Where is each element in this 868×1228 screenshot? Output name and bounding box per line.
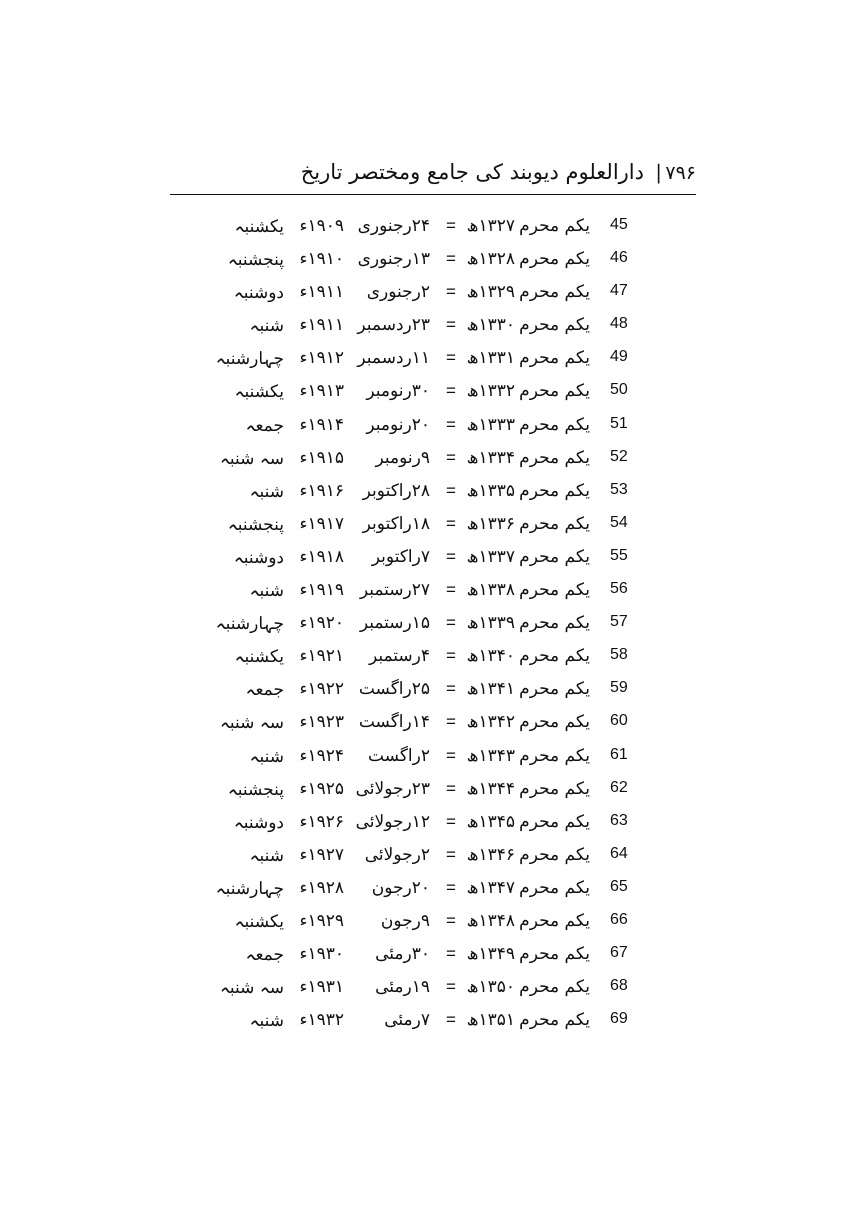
gregorian-year-cell: ۱۹۲۷ء bbox=[299, 844, 344, 865]
gregorian-date-cell: ۲رجنوری bbox=[366, 282, 430, 303]
row-number: 49 bbox=[610, 348, 628, 366]
row-number: 61 bbox=[610, 745, 628, 763]
weekday-cell: دوشنبہ bbox=[233, 547, 284, 568]
month-cell: یکم محرم bbox=[519, 745, 590, 766]
book-title: دارالعلوم دیوبند کی جامع ومختصر تاریخ bbox=[300, 160, 644, 184]
equals-sign: = bbox=[446, 216, 456, 235]
row-number: 68 bbox=[610, 977, 628, 995]
month-cell: یکم محرم bbox=[519, 910, 590, 931]
header-separator: | bbox=[655, 160, 662, 184]
row-number: 63 bbox=[610, 811, 628, 829]
hijri-year-cell: ۱۳۴۳ھ bbox=[466, 745, 515, 766]
row-number: 65 bbox=[610, 877, 628, 895]
row-number: 48 bbox=[610, 315, 628, 333]
equals-sign: = bbox=[446, 447, 456, 467]
hijri-year-cell: ۱۳۳۱ھ bbox=[466, 348, 515, 369]
weekday-cell: پنجشنبہ bbox=[227, 779, 284, 800]
gregorian-date-cell: ۹رنومبر bbox=[375, 447, 430, 468]
weekday-cell: شنبہ bbox=[249, 316, 284, 337]
month-cell: یکم محرم bbox=[519, 679, 590, 700]
equals-sign: = bbox=[446, 381, 456, 401]
equals-sign: = bbox=[446, 844, 456, 864]
row-number: 54 bbox=[610, 513, 628, 531]
gregorian-year-cell: ۱۹۳۰ء bbox=[299, 944, 344, 965]
gregorian-date-cell: ۱۱ردسمبر bbox=[357, 348, 430, 369]
month-cell: یکم محرم bbox=[519, 844, 590, 865]
gregorian-date-cell: ۲۳ردسمبر bbox=[357, 315, 430, 336]
equals-sign: = bbox=[446, 977, 456, 997]
hijri-year-cell: ۱۳۴۱ھ bbox=[466, 679, 515, 700]
gregorian-year-cell: ۱۹۱۶ء bbox=[299, 480, 344, 501]
month-cell: یکم محرم bbox=[519, 977, 590, 998]
hijri-year-cell: ۱۳۳۷ھ bbox=[466, 546, 515, 567]
gregorian-year-cell: ۱۹۲۵ء bbox=[299, 778, 344, 799]
page-header bbox=[170, 158, 696, 194]
gregorian-date-cell: ۳۰رنومبر bbox=[366, 381, 430, 402]
table-row bbox=[0, 311, 868, 344]
gregorian-year-cell: ۱۹۲۳ء bbox=[299, 712, 344, 733]
gregorian-date-cell: ۲۳رجولائی bbox=[355, 778, 430, 799]
gregorian-date-cell: ۷رمئی bbox=[384, 1010, 430, 1031]
row-number: 59 bbox=[610, 679, 628, 697]
gregorian-year-cell: ۱۹۰۹ء bbox=[299, 216, 344, 236]
equals-sign: = bbox=[446, 712, 456, 732]
equals-sign: = bbox=[446, 414, 456, 434]
table-row bbox=[0, 1006, 868, 1039]
hijri-year-cell: ۱۳۳۶ھ bbox=[466, 513, 515, 534]
table-row bbox=[0, 510, 868, 543]
gregorian-date-cell: ۹رجون bbox=[380, 910, 430, 931]
gregorian-date-cell: ۲۷رستمبر bbox=[359, 580, 430, 601]
row-number: 50 bbox=[610, 381, 628, 399]
hijri-year-cell: ۱۳۵۱ھ bbox=[466, 1010, 515, 1031]
table-row bbox=[0, 708, 868, 741]
equals-sign: = bbox=[446, 580, 456, 600]
gregorian-year-cell: ۱۹۱۰ء bbox=[299, 249, 344, 270]
gregorian-year-cell: ۱۹۱۵ء bbox=[299, 447, 344, 468]
gregorian-date-cell: ۱۳رجنوری bbox=[357, 249, 430, 270]
gregorian-year-cell: ۱۹۱۳ء bbox=[299, 381, 344, 402]
hijri-year-cell: ۱۳۴۲ھ bbox=[466, 712, 515, 733]
row-number: 47 bbox=[610, 282, 628, 300]
weekday-cell: سہ شنبہ bbox=[219, 713, 284, 734]
month-cell: یکم محرم bbox=[519, 877, 590, 898]
hijri-year-cell: ۱۳۳۹ھ bbox=[466, 613, 515, 634]
month-cell: یکم محرم bbox=[519, 811, 590, 832]
gregorian-date-cell: ۱۹رمئی bbox=[375, 977, 430, 998]
gregorian-date-cell: ۱۵رستمبر bbox=[359, 613, 430, 634]
hijri-year-cell: ۱۳۲۹ھ bbox=[466, 282, 515, 303]
month-cell: یکم محرم bbox=[519, 447, 590, 468]
month-cell: یکم محرم bbox=[519, 944, 590, 965]
hijri-year-cell: ۱۳۳۵ھ bbox=[466, 480, 515, 501]
table-row bbox=[0, 874, 868, 907]
row-number: 56 bbox=[610, 580, 628, 598]
equals-sign: = bbox=[446, 546, 456, 566]
hijri-year-cell: ۱۳۴۷ھ bbox=[466, 877, 515, 898]
table-row bbox=[0, 543, 868, 576]
hijri-year-cell: ۱۳۵۰ھ bbox=[466, 977, 515, 998]
table-row bbox=[0, 907, 868, 940]
table-row bbox=[0, 675, 868, 708]
row-number: 52 bbox=[610, 447, 628, 465]
gregorian-year-cell: ۱۹۲۹ء bbox=[299, 910, 344, 931]
page-number: ۷۹۶ bbox=[665, 162, 696, 184]
gregorian-year-cell: ۱۹۲۶ء bbox=[299, 811, 344, 832]
gregorian-date-cell: ۲۵راگست bbox=[358, 679, 430, 700]
weekday-cell: یکشنبہ bbox=[234, 647, 284, 668]
equals-sign: = bbox=[446, 679, 456, 699]
table-row bbox=[0, 609, 868, 642]
gregorian-date-cell: ۲۴رجنوری bbox=[357, 216, 430, 236]
hijri-year-cell: ۱۳۲۸ھ bbox=[466, 249, 515, 270]
weekday-cell: دوشنبہ bbox=[233, 283, 284, 304]
weekday-cell: یکشنبہ bbox=[234, 911, 284, 932]
table-row bbox=[0, 411, 868, 444]
month-cell: یکم محرم bbox=[519, 646, 590, 667]
equals-sign: = bbox=[446, 315, 456, 335]
gregorian-date-cell: ۱۴راگست bbox=[358, 712, 430, 733]
gregorian-year-cell: ۱۹۲۸ء bbox=[299, 877, 344, 898]
weekday-cell: سہ شنبہ bbox=[219, 448, 284, 469]
gregorian-year-cell: ۱۹۱۴ء bbox=[299, 414, 344, 435]
table-row bbox=[0, 377, 868, 410]
month-cell: یکم محرم bbox=[519, 513, 590, 534]
gregorian-year-cell: ۱۹۱۸ء bbox=[299, 546, 344, 567]
month-cell: یکم محرم bbox=[519, 216, 590, 236]
table-row bbox=[0, 444, 868, 477]
equals-sign: = bbox=[446, 480, 456, 500]
row-number: 55 bbox=[610, 546, 628, 564]
row-number: 51 bbox=[610, 414, 628, 432]
row-number: 66 bbox=[610, 910, 628, 928]
weekday-cell: جمعہ bbox=[245, 680, 284, 701]
gregorian-date-cell: ۱۲رجولائی bbox=[355, 811, 430, 832]
weekday-cell: سہ شنبہ bbox=[219, 978, 284, 999]
equals-sign: = bbox=[446, 282, 456, 302]
hijri-year-cell: ۱۳۴۶ھ bbox=[466, 844, 515, 865]
weekday-cell: شنبہ bbox=[249, 746, 284, 767]
table-row bbox=[0, 841, 868, 874]
gregorian-year-cell: ۱۹۱۱ء bbox=[299, 282, 344, 303]
row-number: 45 bbox=[610, 216, 628, 233]
month-cell: یکم محرم bbox=[519, 414, 590, 435]
hijri-year-cell: ۱۳۳۸ھ bbox=[466, 580, 515, 601]
weekday-cell: شنبہ bbox=[249, 581, 284, 602]
calendar-table bbox=[0, 212, 868, 1039]
hijri-year-cell: ۱۳۴۵ھ bbox=[466, 811, 515, 832]
hijri-year-cell: ۱۳۴۰ھ bbox=[466, 646, 515, 667]
table-row bbox=[0, 477, 868, 510]
hijri-year-cell: ۱۳۳۳ھ bbox=[466, 414, 515, 435]
month-cell: یکم محرم bbox=[519, 381, 590, 402]
row-number: 67 bbox=[610, 944, 628, 962]
month-cell: یکم محرم bbox=[519, 1010, 590, 1031]
weekday-cell: جمعہ bbox=[245, 945, 284, 966]
weekday-cell: چہارشنبہ bbox=[215, 614, 284, 635]
weekday-cell: شنبہ bbox=[249, 845, 284, 866]
gregorian-year-cell: ۱۹۱۱ء bbox=[299, 315, 344, 336]
table-row bbox=[0, 278, 868, 311]
table-row bbox=[0, 940, 868, 973]
weekday-cell: پنجشنبہ bbox=[227, 250, 284, 271]
equals-sign: = bbox=[446, 811, 456, 831]
gregorian-date-cell: ۱۸راکتوبر bbox=[362, 513, 430, 534]
weekday-cell: یکشنبہ bbox=[234, 382, 284, 403]
gregorian-year-cell: ۱۹۱۲ء bbox=[299, 348, 344, 369]
hijri-year-cell: ۱۳۴۴ھ bbox=[466, 778, 515, 799]
equals-sign: = bbox=[446, 745, 456, 765]
month-cell: یکم محرم bbox=[519, 282, 590, 303]
gregorian-date-cell: ۲۸راکتوبر bbox=[362, 480, 430, 501]
month-cell: یکم محرم bbox=[519, 348, 590, 369]
weekday-cell: دوشنبہ bbox=[233, 812, 284, 833]
weekday-cell: پنجشنبہ bbox=[227, 514, 284, 535]
equals-sign: = bbox=[446, 778, 456, 798]
table-row bbox=[0, 808, 868, 841]
month-cell: یکم محرم bbox=[519, 480, 590, 501]
row-number: 69 bbox=[610, 1010, 628, 1028]
equals-sign: = bbox=[446, 877, 456, 897]
gregorian-year-cell: ۱۹۲۰ء bbox=[299, 613, 344, 634]
month-cell: یکم محرم bbox=[519, 778, 590, 799]
hijri-year-cell: ۱۳۳۰ھ bbox=[466, 315, 515, 336]
gregorian-year-cell: ۱۹۱۹ء bbox=[299, 580, 344, 601]
table-row bbox=[0, 245, 868, 278]
weekday-cell: جمعہ bbox=[245, 415, 284, 436]
weekday-cell: یکشنبہ bbox=[234, 217, 284, 237]
row-number: 46 bbox=[610, 249, 628, 267]
row-number: 58 bbox=[610, 646, 628, 664]
row-number: 64 bbox=[610, 844, 628, 862]
month-cell: یکم محرم bbox=[519, 249, 590, 270]
table-row bbox=[0, 973, 868, 1006]
table-row bbox=[0, 775, 868, 808]
gregorian-year-cell: ۱۹۱۷ء bbox=[299, 513, 344, 534]
equals-sign: = bbox=[446, 249, 456, 269]
gregorian-date-cell: ۲۰رجون bbox=[371, 877, 430, 898]
gregorian-date-cell: ۲راگست bbox=[367, 745, 430, 766]
month-cell: یکم محرم bbox=[519, 315, 590, 336]
hijri-year-cell: ۱۳۴۸ھ bbox=[466, 910, 515, 931]
gregorian-year-cell: ۱۹۲۴ء bbox=[299, 745, 344, 766]
month-cell: یکم محرم bbox=[519, 580, 590, 601]
gregorian-year-cell: ۱۹۲۲ء bbox=[299, 679, 344, 700]
row-number: 57 bbox=[610, 613, 628, 631]
row-number: 62 bbox=[610, 778, 628, 796]
weekday-cell: شنبہ bbox=[249, 481, 284, 502]
equals-sign: = bbox=[446, 513, 456, 533]
gregorian-year-cell: ۱۹۳۱ء bbox=[299, 977, 344, 998]
equals-sign: = bbox=[446, 348, 456, 368]
month-cell: یکم محرم bbox=[519, 546, 590, 567]
gregorian-date-cell: ۲رجولائی bbox=[364, 844, 430, 865]
row-number: 53 bbox=[610, 480, 628, 498]
equals-sign: = bbox=[446, 910, 456, 930]
table-row bbox=[0, 212, 868, 245]
equals-sign: = bbox=[446, 646, 456, 666]
weekday-cell: شنبہ bbox=[249, 1011, 284, 1032]
gregorian-date-cell: ۳۰رمئی bbox=[375, 944, 430, 965]
hijri-year-cell: ۱۳۲۷ھ bbox=[466, 216, 515, 236]
weekday-cell: چہارشنبہ bbox=[215, 878, 284, 899]
month-cell: یکم محرم bbox=[519, 613, 590, 634]
hijri-year-cell: ۱۳۴۹ھ bbox=[466, 944, 515, 965]
month-cell: یکم محرم bbox=[519, 712, 590, 733]
table-row bbox=[0, 576, 868, 609]
gregorian-date-cell: ۴رستمبر bbox=[368, 646, 430, 667]
equals-sign: = bbox=[446, 1010, 456, 1030]
row-number: 60 bbox=[610, 712, 628, 730]
equals-sign: = bbox=[446, 944, 456, 964]
weekday-cell: چہارشنبہ bbox=[215, 349, 284, 370]
equals-sign: = bbox=[446, 613, 456, 633]
table-row bbox=[0, 344, 868, 377]
gregorian-year-cell: ۱۹۳۲ء bbox=[299, 1010, 344, 1031]
header-rule bbox=[170, 194, 696, 195]
gregorian-date-cell: ۲۰رنومبر bbox=[366, 414, 430, 435]
hijri-year-cell: ۱۳۳۲ھ bbox=[466, 381, 515, 402]
hijri-year-cell: ۱۳۳۴ھ bbox=[466, 447, 515, 468]
table-row bbox=[0, 742, 868, 775]
table-row bbox=[0, 642, 868, 675]
gregorian-date-cell: ۷راکتوبر bbox=[371, 546, 430, 567]
gregorian-year-cell: ۱۹۲۱ء bbox=[299, 646, 344, 667]
